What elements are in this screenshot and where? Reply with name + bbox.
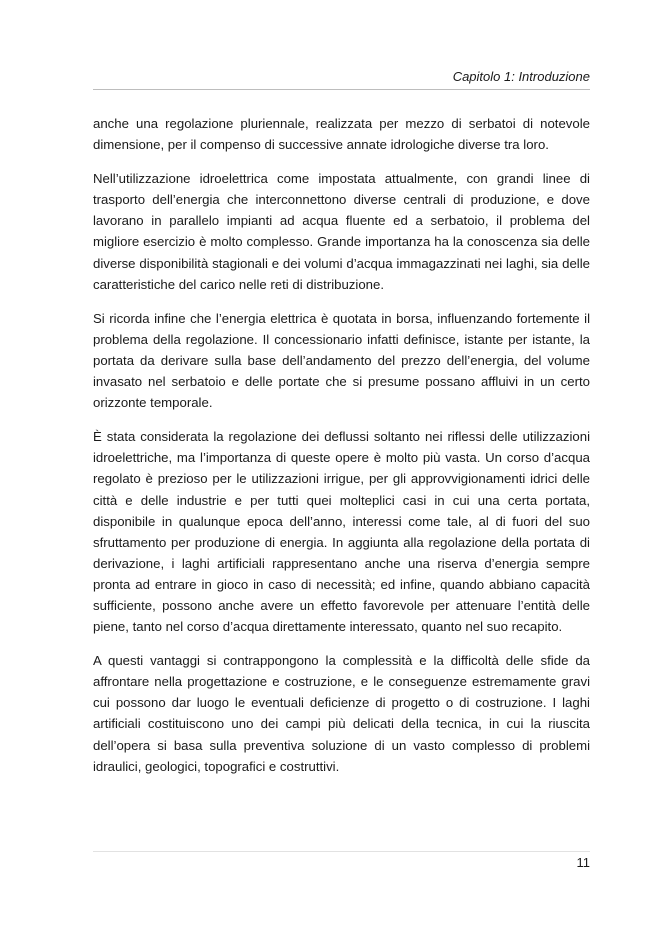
paragraph-2: Nell’utilizzazione idroelettrica come impostata attualmente, con grandi linee di trasporto dell’energia che interconnettono diverse centrali di produzione, e dove lavorano in parallelo impianti ad acqua fluente ed a serbatoio, il problema del migliore esercizio è molto complesso. Grande importanza ha la conoscenza sia delle diverse disponibilità stagionali e dei volumi d’acqua immagazzinati nei laghi, sia delle caratteristiche del carico nelle reti di distribuzione. <box>93 171 590 292</box>
header-divider <box>93 89 590 90</box>
footer-divider <box>93 851 590 852</box>
running-header: Capitolo 1: Introduzione <box>452 69 590 84</box>
paragraph-4: È stata considerata la regolazione dei deflussi soltanto nei riflessi delle utilizzazioni idroelettriche, ma l’importanza di queste opere è molto più vasta. Un corso d’acqua regolato è prezioso per le utilizzazioni irrigue, per gli approvvigionamenti idrici delle città e delle industrie e per tutti quei molteplici casi in cui una certa portata, disponibile in qualunque epoca dell’anno, interessi come tale, al di fuori del suo sfruttamento per produzione di energia. In aggiunta alla regolazione della portata di derivazione, i laghi artificiali rappresentano anche una riserva d’energia sempre pronta ad entrare in gioco in caso di necessità; ed infine, quando abbiano capacità sufficiente, possono anche avere un effetto favorevole per attenuare l’entità delle piene, tanto nel corso d’acqua direttamente interessato, quanto nel suo recapito. <box>93 429 590 635</box>
page-number: 11 <box>576 855 590 870</box>
body-text <box>93 113 590 790</box>
paragraph-5: A questi vantaggi si contrappongono la complessità e la difficoltà delle sfide da affrontare nella progettazione e costruzione, e le conseguenze estremamente gravi cui possono dar luogo le eventuali deficienze di progetto o di costruzione. I laghi artificiali costituiscono uno dei campi più delicati della tecnica, in cui la riuscita dell’opera si basa sulla preventiva soluzione di un vasto complesso di problemi idraulici, geologici, topografici e costruttivi. <box>93 653 590 774</box>
paragraph-1: anche una regolazione pluriennale, realizzata per mezzo di serbatoi di notevole dimensione, per il compenso di successive annate idrologiche diverse tra loro. <box>93 116 590 153</box>
paragraph-3: Si ricorda infine che l’energia elettrica è quotata in borsa, influenzando fortemente il problema della regolazione. Il concessionario infatti definisce, istante per istante, la portata da derivare sulla base dell’andamento del prezzo dell’energia, del volume invasato nel serbatoio e delle portate che si presume possano affluivi in un certo orizzonte temporale. <box>93 310 590 411</box>
